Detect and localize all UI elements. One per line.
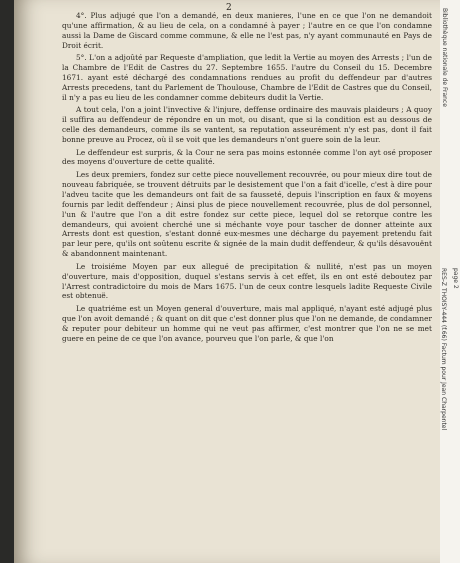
page-number: 2 — [226, 3, 232, 13]
paragraph-5: Les deux premiers, fondez sur cette piece nouvellement recouvrée, ou pour mieux dire tout de nouveau fabriquée, se trouvent détruits par le desistement que l'on a fait d'icelle, c'est à dire pour l'adveu tacite que les demandeurs ont fait de sa fausseté, depuis l'inscription en faux & moyens fournis par ledit deffendeur ; Ainsi plus de piece nouvellement recouvrée, plus de dol personnel, l'un & l'autre que l'on a dit estre fondez sur cette piece, lequel dol se retorque contre les demandeurs, qui avoient cherché une si méchante voye pour tascher de donner atteinte aux Arrests dont est question, s'estant donné eux-mesmes une décharge du payement pretendu fait par leur pere, qu'ils ont soûtenu escrite & signée de la main dudit deffendeur, & qu'ils désavouënt & abandonnent maintenant. — [62, 169, 432, 259]
paragraph-6: Le troisiéme Moyen par eux allegué de precipitation & nullité, n'est pas un moyen d'ouverture, mais d'opposition, duquel s'estans servis à cet effet, ils en ont esté deboutez par l'Arrest contradictoire du mois de Mars 1675. l'un de ceux contre lesquels ladite Requeste Civile est obtenuë. — [62, 261, 432, 301]
shelfmark-label: RES-Z THOISY-444 (f.66) Factum pour Jean Charpentel — [440, 268, 447, 431]
paragraph-7: Le quatriéme est un Moyen general d'ouverture, mais mal appliqué, n'ayant esté adjugé plus que l'on avoit demandé ; & quant on dit que c'est donner plus que l'on ne demande, de condamner & reputer pour debiteur un homme qui ne veut pas affirmer, c'est montrer que l'on ne se met guere en peine de ce que l'on avance, pourveu que l'on parle, & que l'on — [62, 303, 432, 343]
page-label: page 2 — [452, 268, 459, 289]
paragraph-1: 4°. Plus adjugé que l'on a demandé, en deux manieres, l'une en ce que l'on ne demandoit qu'une affirmation, & au lieu de cela, on a condamné à payer ; l'autre en ce que l'on condamne aussi la Dame de Giscard comme commune, & elle ne l'est pas, n'y ayant communauté en Pays de Droit écrit. — [62, 11, 432, 50]
paragraph-2: 5°. L'on a adjoûté par Requeste d'ampliation, que ledit la Vertie au moyen des Arrests ; l'un de la Chambre de l'Edit de Castres du 27. Septembre 1655. l'autre du Conseil du 15. Decembre 1671. ayant esté déchargé des condamnations rendues au profit du deffendeur par d'autres Arrests precedens, tant du Parlement de Thoulouse, Chambre de l'Edit de Castres que du Conseil, il n'y a pas eu lieu de les condamner comme debiteurs dudit la Vertie. — [62, 53, 432, 102]
paragraph-4: Le deffendeur est surpris, & la Cour ne sera pas moins estonnée comme l'on ayt osé proposer des moyens d'ouverture de cette qualité. — [62, 147, 432, 167]
document-body — [62, 11, 432, 344]
archive-strip — [440, 0, 460, 563]
library-credit: Bibliothèque nationale de France — [441, 8, 448, 107]
paragraph-3: A tout cela, l'on a joint l'invective & l'injure, deffense ordinaire des mauvais plaideurs ; A quoy il suffira au deffendeur de répondre en un mot, ou disant, que si la condition est au dessous de celle des demandeurs, comme ils se vantent, sa reputation asseurément n'y est pas, dont il fait bonne preuve au Procez, où il se voit que les demandeurs n'ont guere soin de la leur. — [62, 105, 432, 145]
document-page — [14, 0, 440, 563]
